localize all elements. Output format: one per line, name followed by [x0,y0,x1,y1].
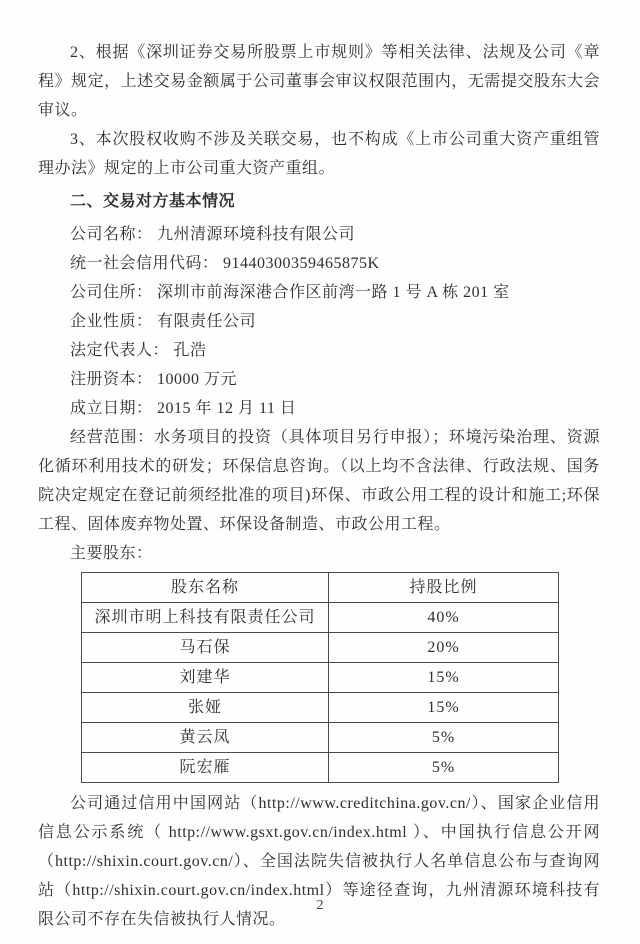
table-cell-ratio: 5% [329,753,559,783]
table-cell-name: 马石保 [82,633,329,663]
shareholders-table [81,572,559,783]
table-cell-name: 深圳市明上科技有限责任公司 [82,603,329,633]
table-header-shareholding-ratio: 持股比例 [329,573,559,603]
table-row [82,633,559,663]
table-cell-ratio: 40% [329,603,559,633]
company-address-line: 公司住所： 深圳市前海深港合作区前湾一路 1 号 A 栋 201 室 [70,284,510,301]
table-cell-name: 刘建华 [82,663,329,693]
table-cell-ratio: 15% [329,693,559,723]
credit-code-line: 统一社会信用代码： 91440300359465875K [70,255,380,272]
table-header-shareholder-name: 股东名称 [82,573,329,603]
entity-type-line: 企业性质： 有限责任公司 [70,313,257,330]
table-row [82,723,559,753]
table-row [82,663,559,693]
founding-date-line: 成立日期： 2015 年 12 月 11 日 [70,400,297,417]
table-cell-ratio: 20% [329,633,559,663]
page-number: 2 [316,898,324,913]
legal-representative-line: 法定代表人： 孔浩 [70,342,207,359]
section-heading-counterparty-info: 二、交易对方基本情况 [70,193,236,210]
table-cell-ratio: 5% [329,723,559,753]
table-row [82,753,559,783]
table-row [82,693,559,723]
table-cell-name: 张娅 [82,693,329,723]
business-scope-paragraph: 经营范围：水务项目的投资（具体项目另行申报）；环境污染治理、资源化循环利用技术的研发；环保信息咨询。（以上均不含法律、行政法规、国务院决定规定在登记前须经批准的项目)环保、市政公用工程的设计和施工;环保工程、固体废弃物处置、环保设备制造、市政公用工程。 [38,429,600,533]
paragraph-not-major-restructuring: 3、本次股权收购不涉及关联交易，也不构成《上市公司重大资产重组管理办法》规定的上市公司重大资产重组。 [38,131,600,177]
table-row [82,603,559,633]
table-header-row [82,573,559,603]
table-cell-name: 黄云凤 [82,723,329,753]
table-cell-name: 阮宏雁 [82,753,329,783]
table-cell-ratio: 15% [329,663,559,693]
major-shareholders-label: 主要股东： [70,545,153,562]
registered-capital-line: 注册资本： 10000 万元 [70,371,238,388]
credit-check-paragraph: 公司通过信用中国网站（http://www.creditchina.gov.cn/）、国家企业信用信息公示系统（ http://www.gsxt.gov.cn/index.html ）、中国执行信息公开网（http://shixin.court.gov.cn/）、全国法院失信被执行人名单信息公布与查询网站（http://shixin.court.gov.cn/index.html）等途径查询，九州清源环境科技有限公司不存在失信被执行人情况。 [38,795,600,928]
paragraph-approval-authority: 2、根据《深圳证券交易所股票上市规则》等相关法律、法规及公司《章程》规定，上述交易金额属于公司董事会审议权限范围内，无需提交股东大会审议。 [38,44,600,119]
company-name-line: 公司名称： 九州清源环境科技有限公司 [70,226,356,243]
